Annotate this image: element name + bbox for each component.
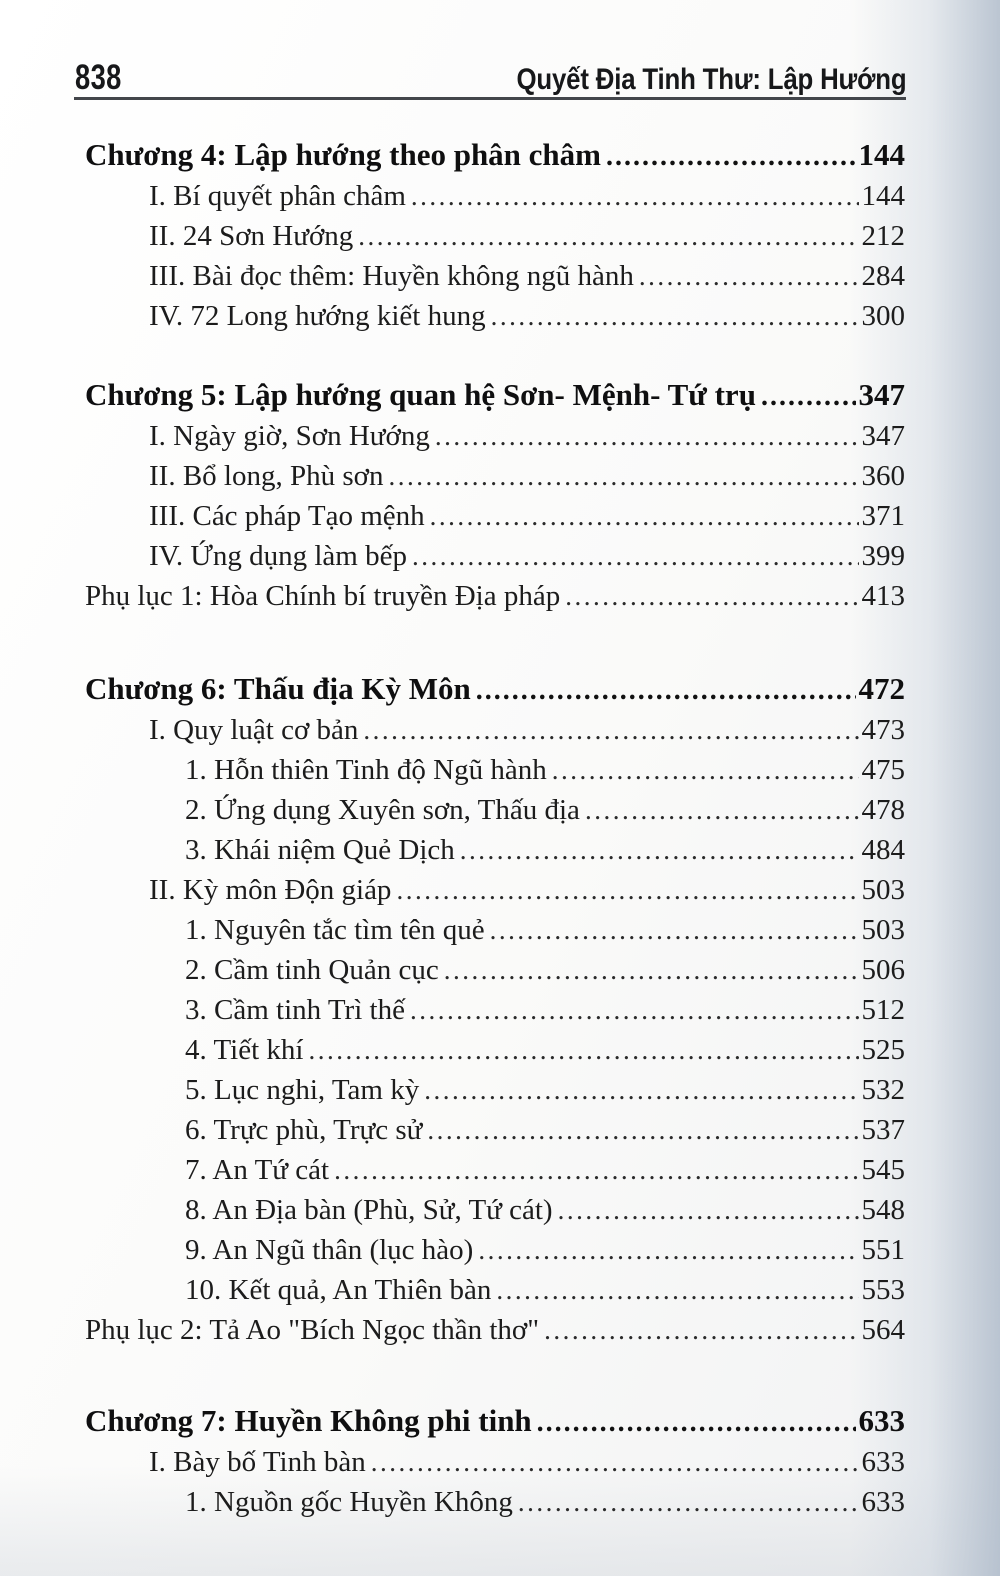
dot-leader bbox=[424, 1070, 858, 1110]
toc-entry-title: IV. Ứng dụng làm bếp bbox=[149, 540, 407, 572]
toc-entry-title: Phụ lục 2: Tả Ao "Bích Ngọc thần thơ" bbox=[85, 1314, 540, 1346]
toc-entry-page: 553 bbox=[861, 1274, 905, 1306]
toc-entry bbox=[85, 1030, 905, 1070]
toc-entry bbox=[85, 1230, 905, 1270]
toc-entry-appendix-1 bbox=[85, 576, 905, 616]
dot-leader bbox=[491, 296, 859, 336]
toc-entry bbox=[85, 1442, 905, 1482]
toc-entry-page: 537 bbox=[861, 1114, 905, 1146]
toc-entry bbox=[85, 536, 905, 576]
dot-leader bbox=[476, 670, 856, 712]
dot-leader bbox=[430, 496, 859, 536]
dot-leader bbox=[552, 750, 859, 790]
toc-entry-page: 551 bbox=[861, 1234, 905, 1266]
running-title: Quyết Địa Tinh Thư: Lập Hướng bbox=[516, 63, 906, 96]
toc-entry-title: II. Kỳ môn Độn giáp bbox=[149, 874, 392, 906]
toc-entry-page: 144 bbox=[861, 180, 905, 212]
toc-entry-title: 4. Tiết khí bbox=[185, 1034, 304, 1066]
toc-entry-page: 564 bbox=[861, 1314, 905, 1346]
dot-leader bbox=[427, 1110, 858, 1150]
toc-entry-title: Chương 6: Thấu địa Kỳ Môn bbox=[85, 671, 471, 706]
toc-entry-title: I. Quy luật cơ bản bbox=[149, 714, 359, 746]
dot-leader bbox=[388, 456, 858, 496]
toc-entry bbox=[85, 256, 905, 296]
dot-leader bbox=[639, 256, 859, 296]
dot-leader bbox=[435, 416, 859, 456]
toc-entry-title: 3. Cầm tinh Trì thế bbox=[185, 994, 405, 1026]
dot-leader bbox=[363, 710, 858, 750]
toc-entry-title: Phụ lục 1: Hòa Chính bí truyền Địa pháp bbox=[85, 580, 561, 612]
toc-entry-title: I. Bí quyết phân châm bbox=[149, 180, 406, 212]
toc-entry-title: 7. An Tứ cát bbox=[185, 1154, 330, 1186]
dot-leader bbox=[537, 1402, 856, 1444]
dot-leader bbox=[490, 910, 859, 950]
dot-leader bbox=[411, 176, 859, 216]
toc-entry-chapter-5 bbox=[85, 374, 905, 416]
dot-leader bbox=[518, 1482, 859, 1522]
dot-leader bbox=[565, 576, 858, 616]
toc-entry-page: 503 bbox=[861, 874, 905, 906]
toc-entry-appendix-2 bbox=[85, 1310, 905, 1350]
dot-leader bbox=[496, 1270, 858, 1310]
toc-entry-page: 284 bbox=[861, 260, 905, 292]
toc-entry bbox=[85, 176, 905, 216]
toc-entry-title: 2. Ứng dụng Xuyên sơn, Thấu địa bbox=[185, 794, 580, 826]
toc-entry-title: III. Các pháp Tạo mệnh bbox=[149, 500, 425, 532]
toc-entry-page: 525 bbox=[861, 1034, 905, 1066]
dot-leader bbox=[410, 990, 859, 1030]
toc-entry-title: Chương 7: Huyền Không phi tinh bbox=[85, 1403, 532, 1438]
toc-entry-title: 10. Kết quả, An Thiên bàn bbox=[185, 1274, 492, 1306]
toc-entry-title: 3. Khái niệm Quẻ Dịch bbox=[185, 834, 455, 866]
toc-entry-title: 1. Nguồn gốc Huyền Không bbox=[185, 1486, 513, 1518]
toc-entry bbox=[85, 990, 905, 1030]
toc-entry-page: 360 bbox=[861, 460, 905, 492]
toc-entry-page: 371 bbox=[861, 500, 905, 532]
toc-entry-page: 413 bbox=[861, 580, 905, 612]
toc-entry-chapter-7 bbox=[85, 1400, 905, 1442]
dot-leader bbox=[308, 1030, 858, 1070]
toc-entry-title: III. Bài đọc thêm: Huyền không ngũ hành bbox=[149, 260, 634, 292]
toc-entry-page: 633 bbox=[861, 1486, 905, 1518]
toc-entry-page: 300 bbox=[861, 300, 905, 332]
toc-entry-page: 512 bbox=[861, 994, 905, 1026]
toc-entry-title: 1. Nguyên tắc tìm tên quẻ bbox=[185, 914, 485, 946]
toc-entry-title: 8. An Địa bàn (Phù, Sử, Tứ cát) bbox=[185, 1194, 553, 1226]
header-rule bbox=[74, 97, 906, 100]
toc-entry-page: 633 bbox=[858, 1403, 905, 1438]
toc-entry bbox=[85, 456, 905, 496]
toc-entry-chapter-4 bbox=[85, 134, 905, 176]
toc-entry-page: 633 bbox=[861, 1446, 905, 1478]
toc-entry-title: 2. Cầm tinh Quản cục bbox=[185, 954, 439, 986]
toc-entry-page: 506 bbox=[861, 954, 905, 986]
toc-entry bbox=[85, 1070, 905, 1110]
toc-entry-title: 1. Hỗn thiên Tinh độ Ngũ hành bbox=[185, 754, 547, 786]
toc-entry-title: 5. Lục nghi, Tam kỳ bbox=[185, 1074, 420, 1106]
toc-entry bbox=[85, 830, 905, 870]
toc-entry-title: 9. An Ngũ thân (lục hào) bbox=[185, 1234, 474, 1266]
toc-entry bbox=[85, 870, 905, 910]
toc-entry bbox=[85, 496, 905, 536]
dot-leader bbox=[585, 790, 859, 830]
toc-entry bbox=[85, 790, 905, 830]
toc-entry-title: I. Bày bố Tinh bàn bbox=[149, 1446, 366, 1478]
toc-entry bbox=[85, 216, 905, 256]
dot-leader bbox=[334, 1150, 858, 1190]
toc-entry bbox=[85, 1482, 905, 1522]
toc-entry bbox=[85, 296, 905, 336]
toc-entry-page: 548 bbox=[861, 1194, 905, 1226]
dot-leader bbox=[478, 1230, 858, 1270]
dot-leader bbox=[412, 536, 859, 576]
page-header bbox=[75, 58, 906, 98]
toc-entry-page: 347 bbox=[861, 420, 905, 452]
toc-entry bbox=[85, 910, 905, 950]
toc-entry-page: 478 bbox=[861, 794, 905, 826]
dot-leader bbox=[371, 1442, 859, 1482]
toc-entry bbox=[85, 1110, 905, 1150]
toc-entry-title: II. Bổ long, Phù sơn bbox=[149, 460, 384, 492]
dot-leader bbox=[444, 950, 859, 990]
toc-entry bbox=[85, 1190, 905, 1230]
toc-entry bbox=[85, 710, 905, 750]
toc-entry bbox=[85, 750, 905, 790]
toc-entry-title: Chương 5: Lập hướng quan hệ Sơn- Mệnh- Tứ trụ bbox=[85, 377, 756, 412]
toc-entry-page: 545 bbox=[861, 1154, 905, 1186]
toc-entry-title: Chương 4: Lập hướng theo phân châm bbox=[85, 137, 601, 172]
toc-entry bbox=[85, 416, 905, 456]
toc-entry-title: I. Ngày giờ, Sơn Hướng bbox=[149, 420, 430, 452]
toc-entry bbox=[85, 1150, 905, 1190]
toc-entry-page: 484 bbox=[861, 834, 905, 866]
toc-entry bbox=[85, 1270, 905, 1310]
toc-entry-chapter-6 bbox=[85, 668, 905, 710]
dot-leader bbox=[558, 1190, 859, 1230]
toc-entry-page: 399 bbox=[861, 540, 905, 572]
toc-entry-page: 212 bbox=[861, 220, 905, 252]
toc-entry-title: IV. 72 Long hướng kiết hung bbox=[149, 300, 486, 332]
toc-entry-page: 475 bbox=[861, 754, 905, 786]
toc-entry-page: 472 bbox=[858, 671, 905, 706]
toc-entry-title: 6. Trực phù, Trực sử bbox=[185, 1114, 423, 1146]
page-number-folio: 838 bbox=[75, 58, 122, 97]
dot-leader bbox=[606, 136, 856, 178]
toc-entry-page: 347 bbox=[858, 377, 905, 412]
table-of-contents bbox=[85, 134, 905, 1522]
toc-entry-page: 144 bbox=[858, 137, 905, 172]
toc-entry bbox=[85, 950, 905, 990]
toc-entry-page: 473 bbox=[861, 714, 905, 746]
dot-leader bbox=[761, 376, 856, 418]
toc-entry-page: 532 bbox=[861, 1074, 905, 1106]
dot-leader bbox=[544, 1310, 858, 1350]
toc-entry-page: 503 bbox=[861, 914, 905, 946]
dot-leader bbox=[460, 830, 859, 870]
toc-entry-title: II. 24 Sơn Hướng bbox=[149, 220, 354, 252]
dot-leader bbox=[358, 216, 858, 256]
dot-leader bbox=[396, 870, 858, 910]
